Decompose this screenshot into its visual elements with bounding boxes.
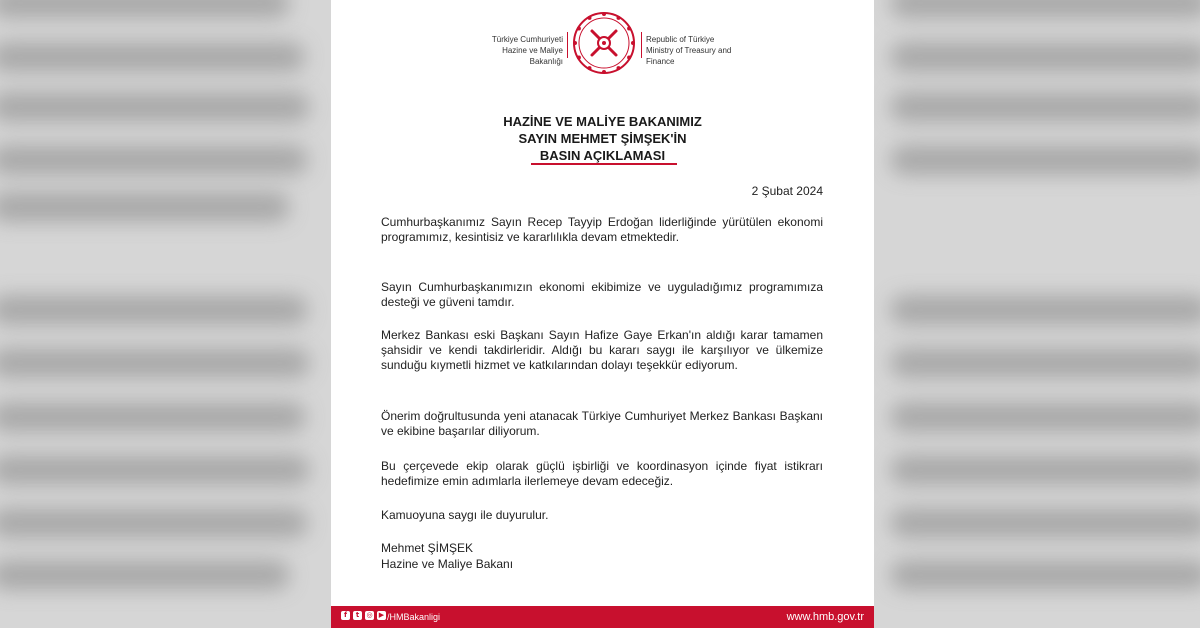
paragraph: Cumhurbaşkanımız Sayın Recep Tayyip Erdoğan liderliğinde yürütülen ekonomi programımız, kesintisiz ve kararlılıkla devam etmektedir. [381, 215, 823, 244]
social-icons [341, 611, 386, 620]
logo-divider [567, 32, 568, 58]
instagram-icon[interactable]: ◎ [366, 611, 373, 619]
logo-divider [641, 32, 642, 58]
title-line-3: BASIN AÇIKLAMASI [539, 148, 666, 163]
ministry-name-tr: Türkiye Cumhuriyeti Hazine ve Maliye Bakanlığı [491, 35, 563, 66]
paragraph: Önerim doğrultusunda yeni atanacak Türkiye Cumhuriyet Merkez Bankası Başkanı ve ekibine başarılar diliyorum. [381, 409, 823, 438]
signature-role: Hazine ve Maliye Bakanı [381, 557, 514, 571]
title-underline [531, 163, 677, 165]
title-line-2: SAYIN MEHMET ŞİMŞEK'İN [518, 131, 687, 146]
title-line-1: HAZİNE VE MALİYE BAKANIMIZ [503, 114, 702, 129]
minister-name: MEHMET ŞİMŞEK'İN [560, 131, 687, 146]
ministry-logo [483, 6, 741, 90]
website-link[interactable]: www.hmb.gov.tr [786, 611, 864, 623]
twitter-icon[interactable]: t [353, 611, 362, 620]
paragraph: Sayın Cumhurbaşkanımızın ekonomi ekibimize ve uyguladığımız programımıza desteği ve güveni tamdır. [381, 280, 823, 309]
signature-name: Mehmet ŞİMŞEK [381, 541, 474, 555]
paragraph: Kamuoyuna saygı ile duyurulur. [381, 508, 549, 522]
social-handle[interactable]: /HMBakanligi [387, 612, 441, 622]
footer-bar [331, 606, 874, 628]
facebook-icon[interactable]: f [341, 611, 350, 620]
ministry-name-en: Republic of Türkiye Ministry of Treasury and Finance [646, 35, 732, 66]
youtube-icon[interactable]: ▶ [378, 611, 385, 619]
ministry-emblem-icon [571, 10, 637, 76]
release-date: 2 Şubat 2024 [751, 184, 823, 198]
paragraph: Bu çerçevede ekip olarak güçlü işbirliği ve koordinasyon içinde fiyat istikrarı hedefimize emin adımlarla ilerlemeye devam edeceğiz. [381, 459, 823, 488]
paragraph: Merkez Bankası eski Başkanı Sayın Hafize Gaye Erkan'ın aldığı karar tamamen şahsidir ve kendi takdirleridir. Aldığı bu kararı saygı ile karşılıyor ve ülkemize sunduğu kıymetli hizmet ve katkılarından dolayı teşekkür ediyorum. [381, 328, 823, 372]
press-release-page [331, 0, 874, 628]
